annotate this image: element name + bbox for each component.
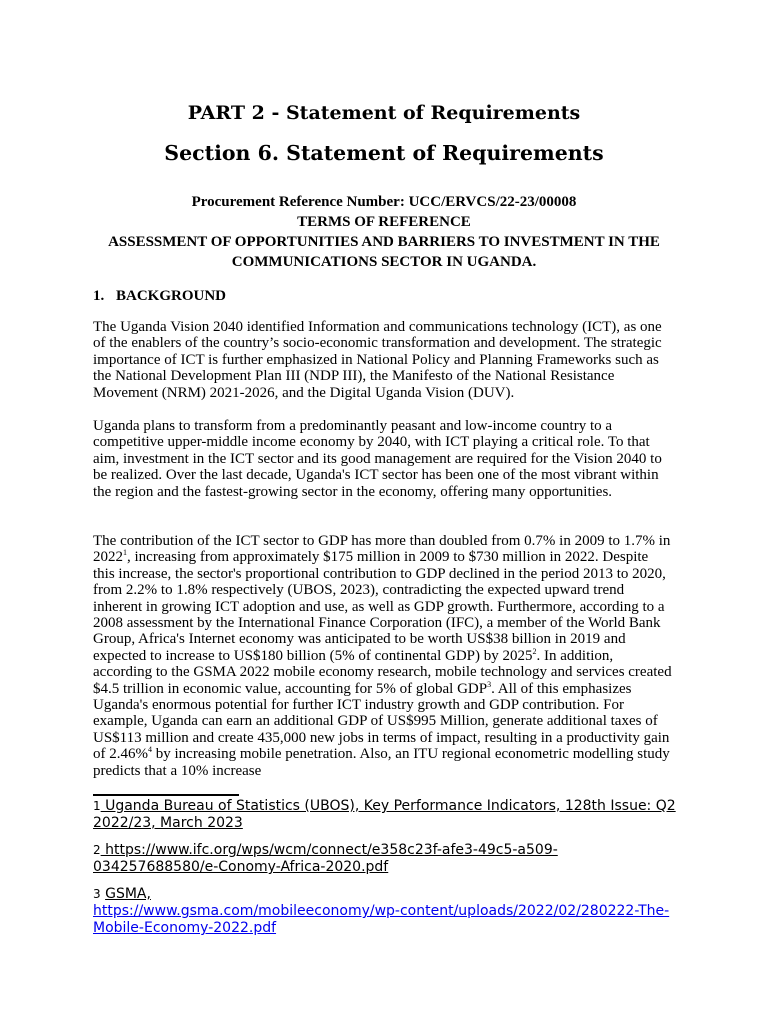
heading-number: 1. [93, 288, 105, 304]
background-paragraph-2: Uganda plans to transform from a predominantly peasant and low-income country to a competitive upper-middle income economy by 2040, with ICT playing a critical role. To that aim, investment in the ICT sector and its good management are required for the Vision 2040 to be realized. Over the last decade, Uganda's ICT sector has been one of the most vibrant within the region and the fastest-growing sector in the economy, offering many opportunities. [93, 418, 662, 500]
paragraph-text: , increasing from approximately $175 million in 2009 to $730 million in 2022. Despite this increase, the sector's proportional contribution to GDP declined in the period 2013 to 2020, from 2.2% to 1.8% respectively (UBOS, 2023), contradicting the expected upward trend inherent in growing ICT adoption and use, as well as GDP growth. Furthermore, according to a 2008 assessment by the International Finance Corporation (IFC), a member of the World Bank Group, Africa's Internet economy was anticipated to be worth US$38 billion in 2019 and expected to increase to US$180 billion (5% of continental GDP) by 2025 [93, 549, 666, 664]
footnote-separator [93, 794, 239, 796]
footnote-number: 2 [93, 843, 101, 857]
procurement-reference: Procurement Reference Number: UCC/ERVCS/22-23/00008 [191, 194, 577, 210]
footnote-number: 3 [93, 887, 101, 901]
footnote-ref-3[interactable]: 3 [487, 679, 492, 689]
paragraph-text: . In addition, according to the GSMA 2022 mobile economy research, mobile technology and services created $4.5 trillion in economic value, accounting for 5% of global GDP [93, 647, 672, 697]
footnote-3 [93, 886, 683, 937]
tor-header [88, 192, 680, 272]
footnote-text: Uganda Bureau of Statistics (UBOS), Key Performance Indicators, 128th Issue: Q2 2022/23, March 2023 [93, 798, 676, 831]
section-title: Section 6. Statement of Requirements [164, 141, 604, 165]
tor-label: TERMS OF REFERENCE [297, 214, 471, 230]
footnote-ref-4[interactable]: 4 [148, 745, 152, 755]
footnote-ref-1[interactable]: 1 [123, 548, 127, 558]
paragraph-text: . All of this emphasizes Uganda's enormous potential for further ICT industry growth and GDP contribution. For example, Uganda can earn an additional GDP of US$995 Million, generate additional taxes of US$113 million and create 435,000 new jobs in terms of impact, resulting in a productivity gain of 2.46% [93, 680, 670, 763]
background-paragraph-3 [93, 533, 673, 779]
paragraph-text: by increasing mobile penetration. Also, an ITU regional econometric modelling study predicts that a 10% increase [93, 746, 670, 779]
footnote-link[interactable]: https://www.ifc.org/wps/wcm/connect/e358c23f-afe3-49c5-a509-034257688580/e-Conomy-Africa-2020.pdf [93, 842, 558, 875]
background-paragraph-1: The Uganda Vision 2040 identified Information and communications technology (ICT), as one of the enablers of the country’s socio-economic transformation and development. The strategic importance of ICT is further emphasized in National Policy and Planning Frameworks such as the National Development Plan III (NDP III), the Manifesto of the National Resistance Movement (NRM) 2021-2026, and the Digital Uganda Vision (DUV). [93, 319, 662, 401]
heading-text: BACKGROUND [116, 288, 227, 304]
tor-subject: ASSESSMENT OF OPPORTUNITIES AND BARRIERS TO INVESTMENT IN THE COMMUNICATIONS SECTOR IN UGANDA. [108, 234, 660, 270]
footnote-1 [93, 798, 683, 832]
footnote-link[interactable]: https://www.gsma.com/mobileeconomy/wp-content/uploads/2022/02/280222-The-Mobile-Economy-2022.pdf [93, 903, 670, 936]
paragraph-text: The contribution of the ICT sector to GDP has more than doubled from 0.7% in 2009 to 1.7% in 2022 [93, 533, 671, 566]
footnote-number: 1 [93, 799, 101, 813]
footnote-2 [93, 842, 683, 876]
part-title: PART 2 - Statement of Requirements [187, 102, 581, 124]
background-heading [93, 286, 226, 306]
footnote-label: GSMA, [105, 886, 151, 902]
footnote-ref-2[interactable]: 2 [532, 646, 537, 656]
